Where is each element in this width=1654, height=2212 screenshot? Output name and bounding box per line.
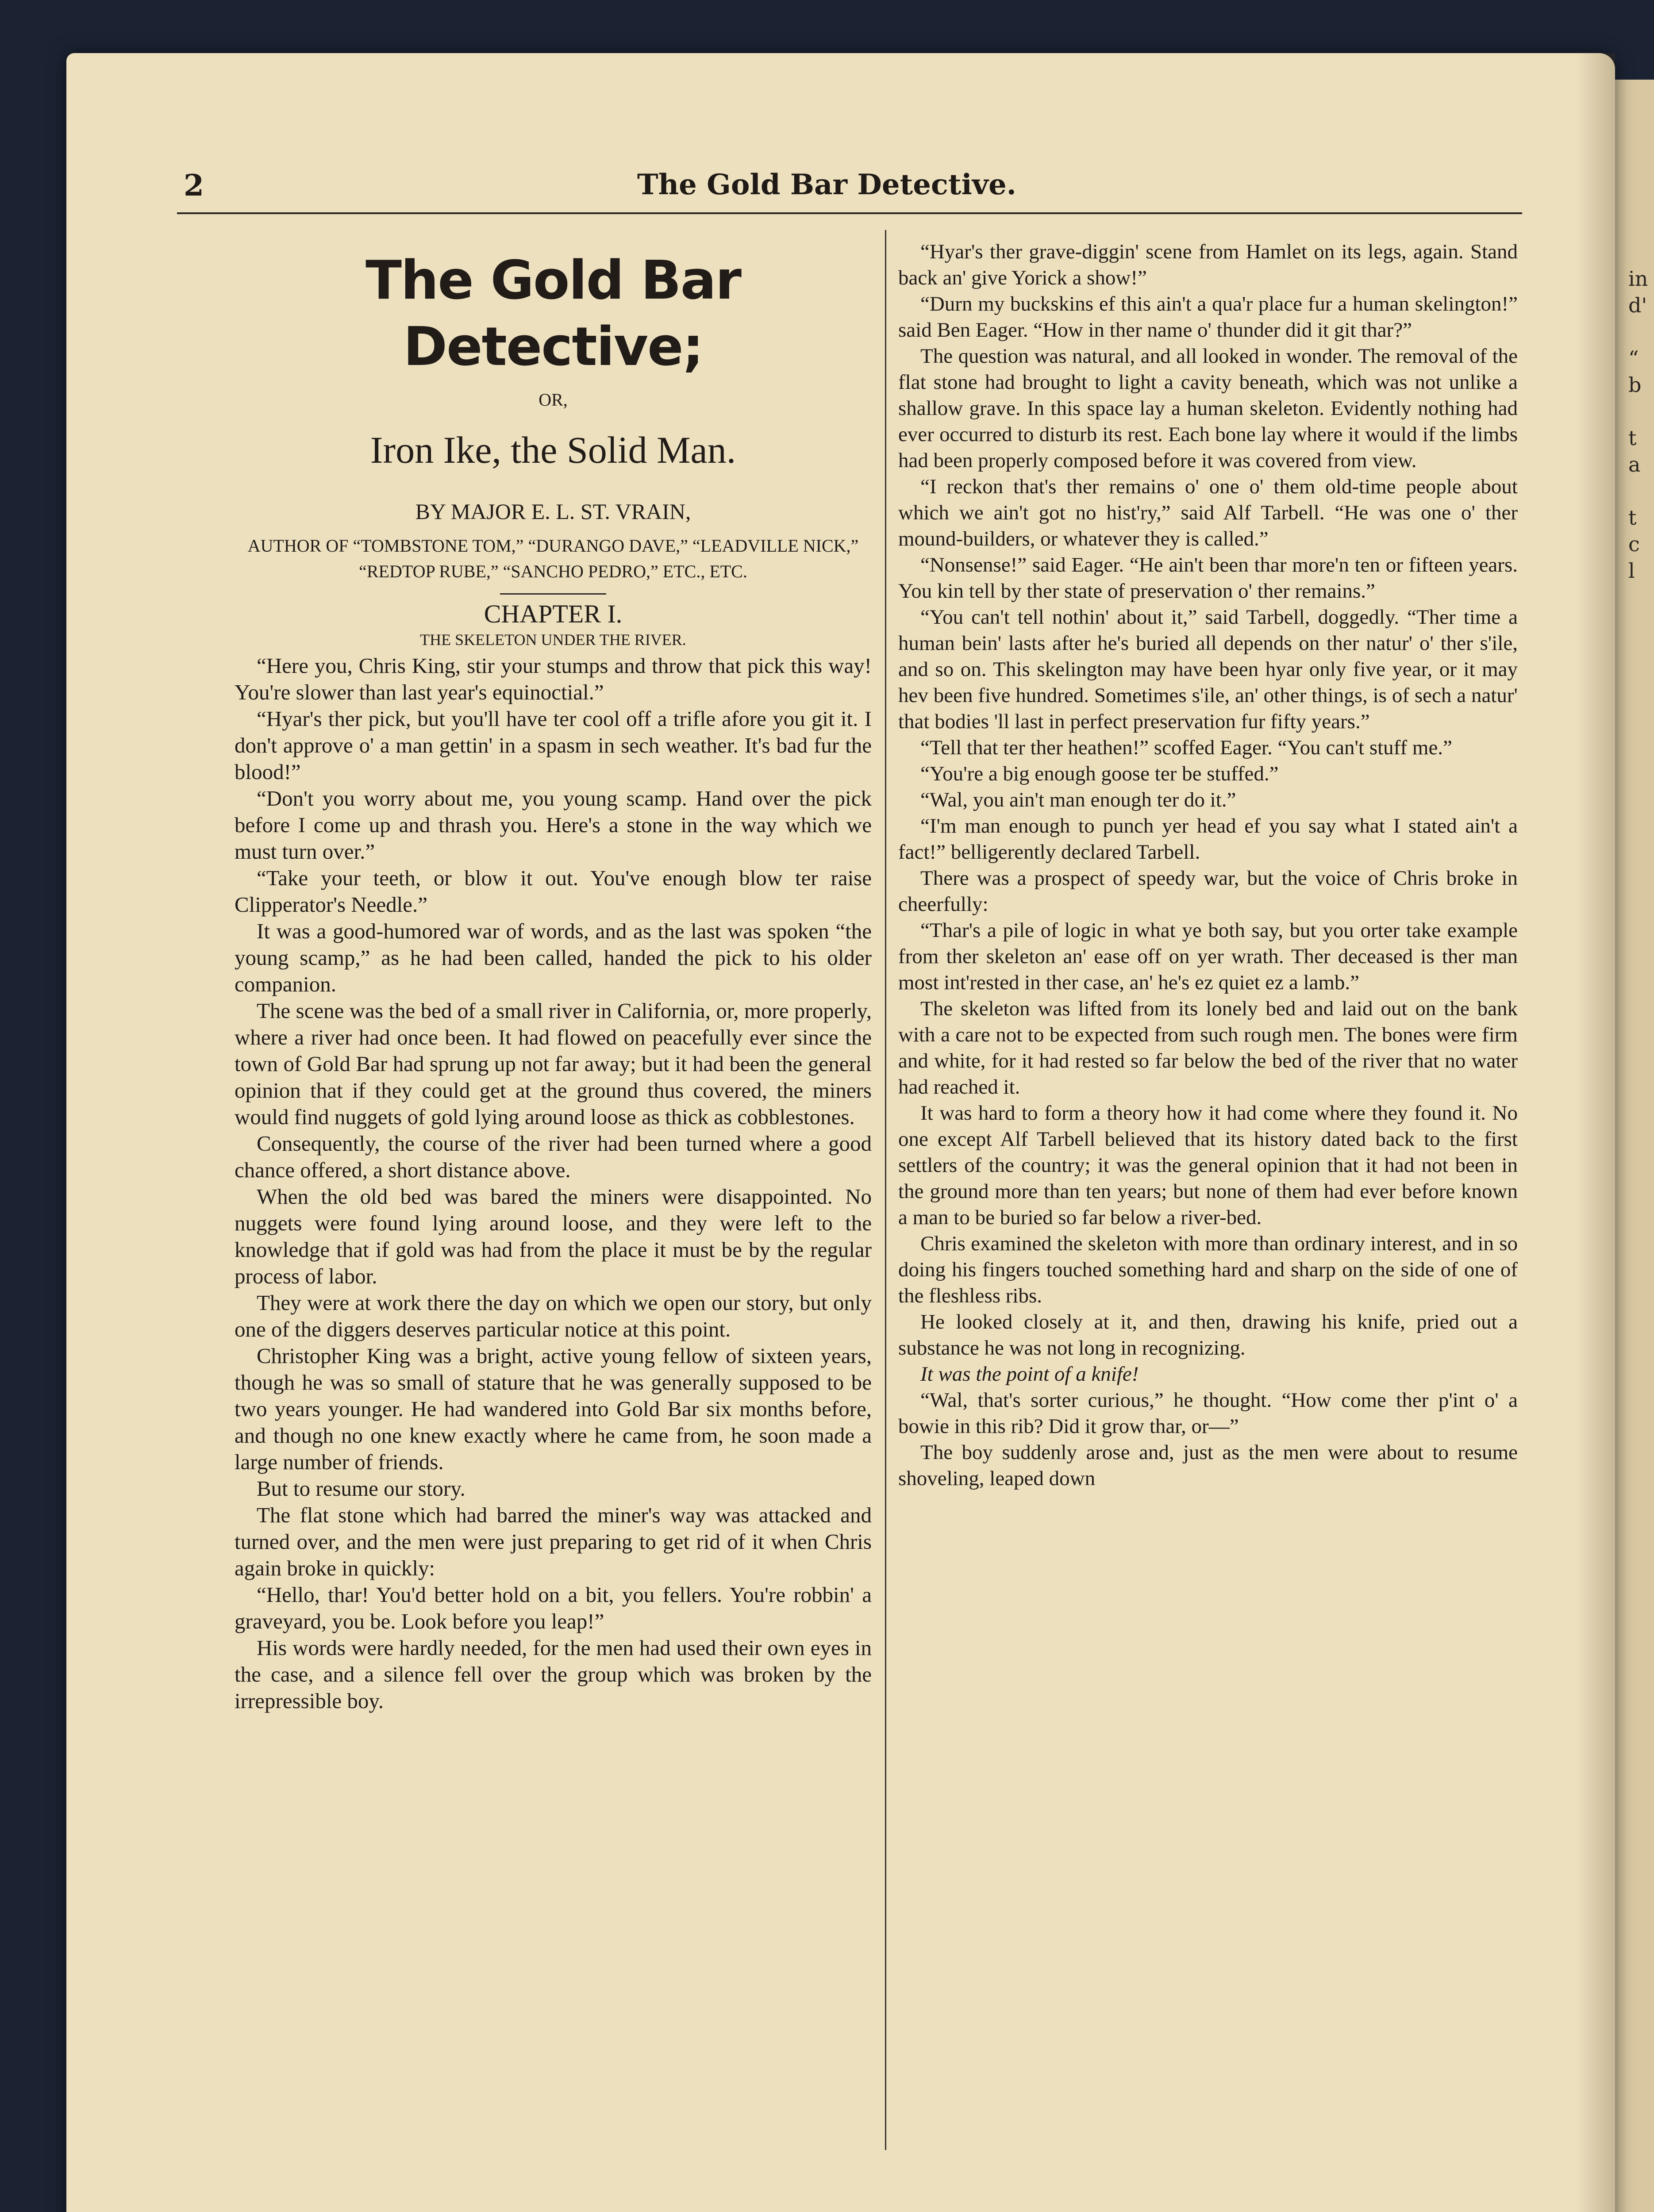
edge-fragment: d' [1628,293,1647,317]
paragraph: “Wal, you ain't man enough ter do it.” [920,788,1236,811]
page-number: 2 [184,168,204,203]
left-column-body [235,653,872,1714]
edge-fragment: “ [1628,346,1639,370]
edge-fragment: t [1628,506,1637,530]
section-rule [500,593,606,595]
paragraph: “Here you, Chris King, stir your stumps and throw that pick this way! You're slower than last year's equinoctial.” [235,653,872,704]
left-column [235,239,872,1714]
cropped-next-page-text [1628,265,1654,584]
paragraph: It was hard to form a theory how it had come where they found it. No one except Alf Tarbell believed that its history dated back to the first settlers of the country; it was the general opinion that it had not been in the ground more than ten years; but none of them had ever before known a man to be buried so far below a river-bed. [898,1102,1518,1229]
edge-fragment [1628,478,1654,504]
paragraph: “I reckon that's ther remains o' one o' them old-time people about which we ain't got no hist'ry,” said Alf Tarbell. “He was one o' ther mound-builders, or whatever they is called.” [898,475,1518,550]
article-title: The Gold Bar Detective; [365,250,741,378]
paragraph: The scene was the bed of a small river in California, or, more properly, where a river had once been. It had flowed on peacefully ever since the town of Gold Bar had sprung up not far away; but it had been the general opinion that if they could get at the ground thus covered, the miners would find nuggets of gold lying around loose as thick as cobblestones. [235,998,872,1129]
paragraph: “You're a big enough goose ter be stuffed.” [920,762,1279,785]
article-subtitle: Iron Ike, the Solid Man. [370,429,736,471]
edge-fragment: c [1628,532,1640,556]
paragraph: The skeleton was lifted from its lonely bed and laid out on the bank with a care not to be expected from such rough men. The bones were firm and white, for it had rested so far below the bed of the river that no water had reached it. [898,997,1518,1098]
paragraph: Chris examined the skeleton with more than ordinary interest, and in so doing his fingers touched something hard and sharp on the side of one of the fleshless ribs. [898,1232,1518,1307]
paragraph: It was a good-humored war of words, and as the last was spoken “the young scamp,” as he had been called, handed the pick to his older companion. [235,919,872,996]
paragraph: The boy suddenly arose and, just as the men were about to resume shoveling, leaped down [898,1441,1518,1490]
edge-fragment: a [1628,453,1641,476]
author-credits: AUTHOR OF “TOMBSTONE TOM,” “DURANGO DAVE,” “LEADVILLE NICK,” “REDTOP RUBE,” “SANCHO PEDRO,” ETC., ETC. [247,536,859,581]
edge-fragment [1628,398,1654,425]
chapter-heading: CHAPTER I. [484,599,623,628]
paragraph: “Hyar's ther grave-diggin' scene from Hamlet on its legs, again. Stand back an' give Yorick a show!” [898,240,1518,289]
paragraph: There was a prospect of speedy war, but the voice of Chris broke in cheerfully: [898,867,1518,916]
paragraph: Consequently, the course of the river had been turned where a good chance offered, a short distance above. [235,1131,872,1182]
paragraph: “Wal, that's sorter curious,” he thought. “How come ther p'int o' a bowie in this rib? Did it grow thar, or—” [898,1389,1518,1438]
paragraph: They were at work there the day on which we open our story, but only one of the diggers deserves particular notice at this point. [235,1290,872,1341]
edge-fragment: l [1628,559,1635,583]
paragraph: “Don't you worry about me, you young scamp. Hand over the pick before I come up and thrash you. Here's a stone in the way which we must turn over.” [235,786,872,864]
header-rule [177,212,1522,214]
paragraph: “You can't tell nothin' about it,” said Tarbell, doggedly. “Ther time a human bein' lasts after he's buried all depends on ther natur' o' ther s'ile, and so on. This skelington may have been hyar only five year, or it may hev been five hundred. Sometimes s'ile, an' other things, is of sech a natur' that bodies 'll last in perfect preservation fur fifty years.” [898,606,1518,733]
edge-fragment: in [1628,267,1648,291]
edge-fragment: t [1628,426,1637,450]
paragraph: Christopher King was a bright, active young fellow of sixteen years, though he was so small of stature that he was generally supposed to be two years younger. He had wandered into Gold Bar six months before, and though no one knew exactly where he came from, he soon made a large number of friends. [235,1344,872,1474]
paragraph: “Tell that ter ther heathen!” scoffed Eager. “You can't stuff me.” [920,736,1452,759]
paragraph: “Thar's a pile of logic in what ye both say, but you orter take example from ther skeleton an' ease off on yer wrath. Ther deceased is ther man most int'rested in ther case, an' he's ez quiet ez a lamb.” [898,919,1518,994]
paragraph: “Hyar's ther pick, but you'll have ter cool off a trifle afore you git it. I don't approve o' a man gettin' in a spasm in sech weather. It's bad fur the blood!” [235,707,872,784]
edge-fragment [1628,319,1654,345]
byline: BY MAJOR E. L. ST. VRAIN, [415,499,691,524]
chapter-title: THE SKELETON UNDER THE RIVER. [420,631,686,649]
paragraph: “Take your teeth, or blow it out. You've enough blow ter raise Clipperator's Needle.” [235,866,872,917]
paragraph: His words were hardly needed, for the men had used their own eyes in the case, and a silence fell over the group which was broken by the irrepressible boy. [235,1636,872,1713]
paragraph: The flat stone which had barred the miner's way was attacked and turned over, and the men were just preparing to get rid of it when Chris again broke in quickly: [235,1503,872,1580]
right-column-body [898,239,1518,1492]
paragraph: It was the point of a knife! [920,1363,1139,1386]
running-head: The Gold Bar Detective. [637,168,1016,201]
right-column [898,239,1518,1492]
paragraph: The question was natural, and all looked in wonder. The removal of the flat stone had brought to light a cavity beneath, which was not unlike a shallow grave. In this space lay a human skeleton. Evidently nothing had ever occurred to disturb its rest. Each bone lay where it would if the limbs had been properly composed before it was covered from view. [898,345,1518,472]
paragraph: But to resume our story. [257,1476,465,1501]
paragraph: When the old bed was bared the miners were disappointed. No nuggets were found lying around loose, and they were left to the knowledge that if gold was had from the place it must be by the regular process of labor. [235,1184,872,1288]
paragraph: “Durn my buckskins ef this ain't a qua'r place fur a human skelington!” said Ben Eager. “How in ther name o' thunder did it git thar?” [898,292,1518,342]
paragraph: “Nonsense!” said Eager. “He ain't been thar more'n ten or fifteen years. You kin tell by ther state of preservation o' ther remains.” [898,553,1518,603]
column-divider [885,230,886,2150]
paragraph: He looked closely at it, and then, drawing his knife, pried out a substance he was not long in recognizing. [898,1310,1518,1359]
paragraph: “Hello, thar! You'd better hold on a bit, you fellers. You're robbin' a graveyard, you be. Look before you leap!” [235,1582,872,1633]
edge-fragment: b [1628,373,1642,397]
paragraph: “I'm man enough to punch yer head ef you say what I stated ain't a fact!” belligerently declared Tarbell. [898,814,1518,864]
title-or: OR, [539,390,568,410]
